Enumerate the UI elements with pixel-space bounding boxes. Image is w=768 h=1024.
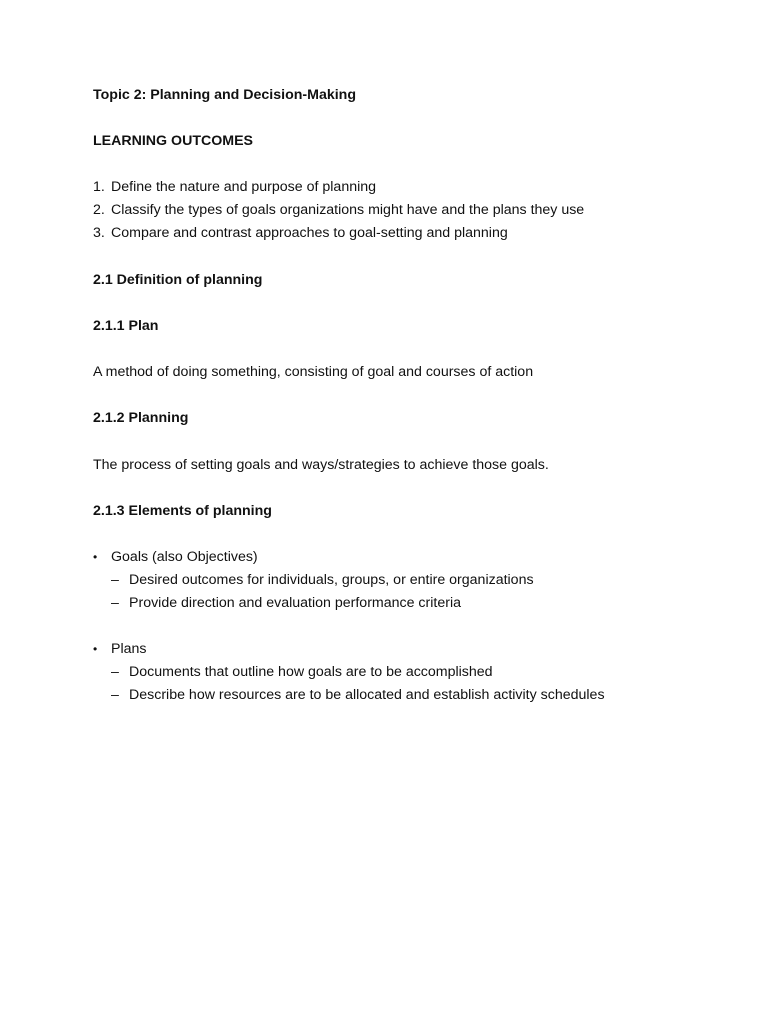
dash-marker: – xyxy=(111,664,119,680)
element-label-plans: Plans xyxy=(111,641,147,657)
outcome-number: 2. xyxy=(93,202,105,218)
element-label-goals: Goals (also Objectives) xyxy=(111,549,258,565)
section-heading-2-1-3: 2.1.3 Elements of planning xyxy=(93,503,272,519)
outcome-text: Define the nature and purpose of planning xyxy=(111,179,377,195)
dash-marker: – xyxy=(111,572,119,588)
outcome-text: Compare and contrast approaches to goal-setting and planning xyxy=(111,225,508,241)
outcome-number: 1. xyxy=(93,179,105,195)
dash-marker: – xyxy=(111,687,119,703)
section-heading-2-1-1: 2.1.1 Plan xyxy=(93,318,159,334)
section-heading-2-1-2: 2.1.2 Planning xyxy=(93,410,189,426)
outcome-item xyxy=(93,224,508,242)
sub-item: Provide direction and evaluation performance criteria xyxy=(129,595,462,611)
bullet-marker: • xyxy=(93,642,98,656)
outcome-item xyxy=(93,178,376,196)
outcome-item xyxy=(93,201,584,219)
outcome-text: Classify the types of goals organizations might have and the plans they use xyxy=(111,202,585,218)
outcome-number: 3. xyxy=(93,225,105,241)
topic-title: Topic 2: Planning and Decision-Making xyxy=(93,87,357,103)
dash-marker: – xyxy=(111,595,119,611)
sub-item: Desired outcomes for individuals, groups, or entire organizations xyxy=(129,572,534,588)
learning-outcomes-heading: LEARNING OUTCOMES xyxy=(93,133,254,149)
planning-definition: The process of setting goals and ways/strategies to achieve those goals. xyxy=(93,457,549,473)
sub-item: Describe how resources are to be allocated and establish activity schedules xyxy=(129,687,605,703)
plan-definition: A method of doing something, consisting of goal and courses of action xyxy=(93,364,534,380)
bullet-marker: • xyxy=(93,550,98,564)
sub-item: Documents that outline how goals are to be accomplished xyxy=(129,664,493,680)
section-heading-2-1: 2.1 Definition of planning xyxy=(93,272,263,288)
